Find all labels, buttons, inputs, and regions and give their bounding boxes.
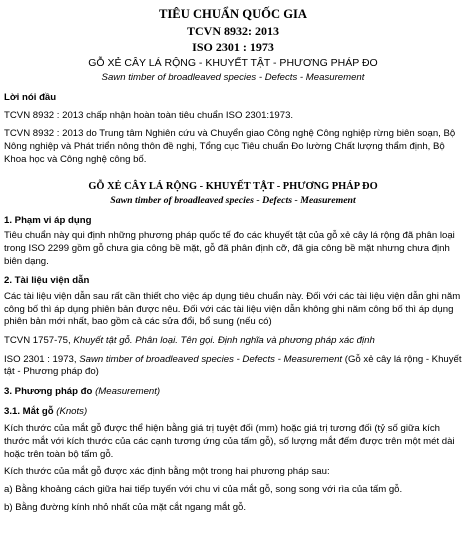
section-3-1-heading-en: (Knots) [56, 405, 88, 417]
main-title-en: Sawn timber of broadleaved species - Defects - Measurement [110, 194, 356, 206]
section-3-1-item-b: b) Bằng đường kính nhỏ nhất của mặt cắt ngang mắt gỗ. [4, 501, 247, 513]
reference-2-title-en: Sawn timber of broadleaved species - Defects - Measurement [79, 353, 343, 365]
section-1-heading: 1. Phạm vi áp dụng [4, 214, 92, 226]
section-3-1-item-a: a) Bằng khoảng cách giữa hai tiếp tuyến với chu vi của mắt gỗ, song song với rìa của tấm gỗ. [4, 483, 403, 495]
section-1-paragraph: Tiêu chuẩn này qui định những phương pháp quốc tế đo các khuyết tật của gỗ xẻ cây lá rộng đã phân loại trong ISO 2299 gồm gỗ chưa gia công bề mặt, gỗ đã phân định cỡ, đã gia công bề mặt nhưng chưa định biên dạng. [4, 230, 455, 267]
section-3-1-heading [4, 406, 462, 419]
document-header [4, 6, 462, 55]
reference-1 [4, 335, 462, 348]
reference-1-title: Khuyết tật gỗ. Phân loại. Tên gọi. Định nghĩa và phương pháp xác định [73, 335, 375, 347]
section-3-heading [4, 386, 462, 399]
main-title: GỖ XẺ CÂY LÁ RỘNG - KHUYẾT TẬT - PHƯƠNG PHÁP ĐO [88, 181, 378, 193]
reference-1-code: TCVN 1757-75, [4, 335, 74, 347]
foreword-paragraph-1: TCVN 8932 : 2013 chấp nhận hoàn toàn tiêu chuẩn ISO 2301:1973. [4, 109, 294, 121]
section-3-heading-en: (Measurement) [95, 386, 161, 398]
standard-code: TCVN 8932: 2013 [187, 24, 279, 38]
iso-code: ISO 2301 : 1973 [192, 40, 274, 55]
document-subtitle: GỖ XẺ CÂY LÁ RỘNG - KHUYẾT TẬT - PHƯƠNG PHÁP ĐO [88, 57, 378, 70]
section-3-heading-label: 3. Phương pháp đo [4, 386, 96, 398]
reference-2-code: ISO 2301 : 1973, [4, 353, 80, 365]
section-3-1-paragraph-2: Kích thước của mắt gỗ được xác định bằng một trong hai phương pháp sau: [4, 466, 330, 478]
foreword-heading: Lời nói đầu [4, 91, 57, 103]
section-3-1-heading-label: 3.1. Mắt gỗ [4, 405, 57, 417]
document-subtitle-en: Sawn timber of broadleaved species - Defects - Measurement [101, 72, 365, 84]
standard-title: TIÊU CHUẨN QUỐC GIA [159, 7, 307, 21]
reference-2 [4, 354, 462, 379]
section-3-1-paragraph-1: Kích thước của mắt gỗ được thể hiện bằng giá trị tuyệt đối (mm) hoặc giá trị tương đối (tỷ số giữa kích thước mắt với kích thước của các cạnh tương ứng của tấm gỗ), số lượng mắt đếm được trên một mét dài hoặc trên toàn bộ tấm gỗ. [4, 423, 455, 460]
section-2-heading: 2. Tài liệu viện dẫn [4, 275, 90, 287]
foreword-paragraph-2: TCVN 8932 : 2013 do Trung tâm Nghiên cứu và Chuyển giao Công nghệ Công nghiệp rừng biên soạn, Bộ Nông nghiệp và Phát triển nông thôn đề nghị, Tổng cục Tiêu chuẩn Đo lường Chất lượng thẩm định, Bộ Khoa học và Công nghệ công bố. [4, 128, 456, 165]
reference-2-title-vi: (Gỗ xẻ cây lá rộng - Khuyết tật - Phương pháp đo) [4, 353, 462, 378]
section-2-paragraph: Các tài liệu viện dẫn sau rất cần thiết cho việc áp dụng tiêu chuẩn này. Đối với các tài liệu viện dẫn ghi năm công bố thì áp dụng phiên bản được nêu. Đối với các tài liệu viện dẫn không ghi năm công bố thì áp dụng phiên bản mới nhất, bao gồm cả các sửa đổi, bổ sung (nếu có) [4, 291, 461, 328]
